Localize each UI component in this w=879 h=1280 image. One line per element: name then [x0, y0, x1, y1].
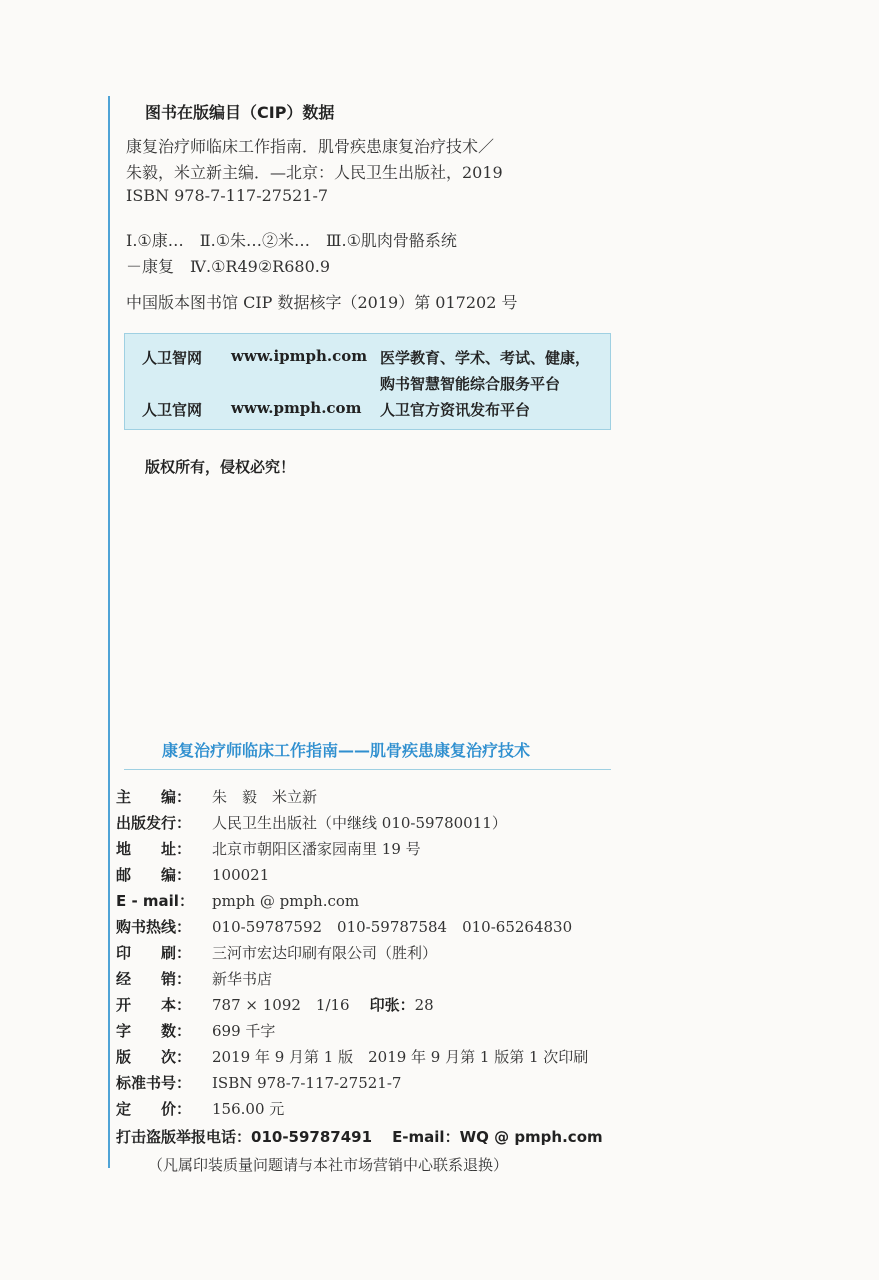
colophon-return-note: （凡属印装质量问题请与本社市场营销中心联系退换）	[148, 1156, 509, 1174]
website-info-box	[124, 333, 611, 430]
cip-classification-2: －康复 Ⅳ.①R49②R680.9	[126, 257, 331, 276]
cip-classification-1: Ⅰ.①康… Ⅱ.①朱…②米… Ⅲ.①肌肉骨骼系统	[126, 231, 457, 250]
cip-line-1: 康复治疗师临床工作指南．肌骨疾患康复治疗技术／	[126, 137, 495, 156]
colophon-price: 定 价： 156.00 元	[116, 1100, 285, 1118]
colophon-email: E - mail： pmph @ pmph.com	[116, 892, 360, 910]
colophon-distributor: 经 销： 新华书店	[116, 970, 273, 988]
title-divider	[124, 769, 611, 770]
colophon-format: 开 本： 787 × 1092 1/16 印张：28	[116, 996, 434, 1014]
site-name-ipmph: 人卫智网	[142, 349, 203, 367]
cip-isbn: ISBN 978-7-117-27521-7	[126, 186, 329, 205]
colophon-edition: 版 次： 2019 年 9 月第 1 版 2019 年 9 月第 1 版第 1 次印刷	[116, 1048, 589, 1066]
colophon-address: 地 址： 北京市朝阳区潘家园南里 19 号	[116, 840, 421, 858]
colophon-isbn: 标准书号： ISBN 978-7-117-27521-7	[116, 1074, 402, 1092]
copyright-notice: 版权所有，侵权必究！	[145, 458, 296, 476]
colophon-postcode: 邮 编： 100021	[116, 866, 270, 884]
site-desc-pmph: 人卫官方资讯发布平台	[380, 401, 531, 419]
site-desc-ipmph-2: 购书智慧智能综合服务平台	[380, 375, 561, 393]
site-desc-ipmph-1: 医学教育、学术、考试、健康，	[380, 349, 591, 367]
colophon-anti-piracy: 打击盗版举报电话：010-59787491 E-mail：WQ @ pmph.com	[116, 1128, 603, 1146]
site-url-pmph[interactable]: www.pmph.com	[231, 399, 362, 417]
cip-line-2: 朱毅，米立新主编．—北京：人民卫生出版社，2019	[126, 163, 503, 182]
colophon-word-count: 字 数： 699 千字	[116, 1022, 276, 1040]
margin-rule	[108, 96, 110, 1168]
cip-record-number: 中国版本图书馆 CIP 数据核字（2019）第 017202 号	[126, 293, 518, 312]
colophon-publisher: 出版发行： 人民卫生出版社（中继线 010-59780011）	[116, 814, 507, 832]
colophon-printer: 印 刷： 三河市宏达印刷有限公司（胜利）	[116, 944, 438, 962]
colophon-editor: 主 编： 朱 毅 米立新	[116, 788, 318, 806]
site-name-pmph: 人卫官网	[142, 401, 203, 419]
book-title: 康复治疗师临床工作指南——肌骨疾患康复治疗技术	[162, 741, 531, 760]
site-url-ipmph[interactable]: www.ipmph.com	[231, 347, 368, 365]
cip-title: 图书在版编目（CIP）数据	[145, 103, 335, 122]
colophon-hotline: 购书热线： 010-59787592 010-59787584 010-65264830	[116, 918, 573, 936]
